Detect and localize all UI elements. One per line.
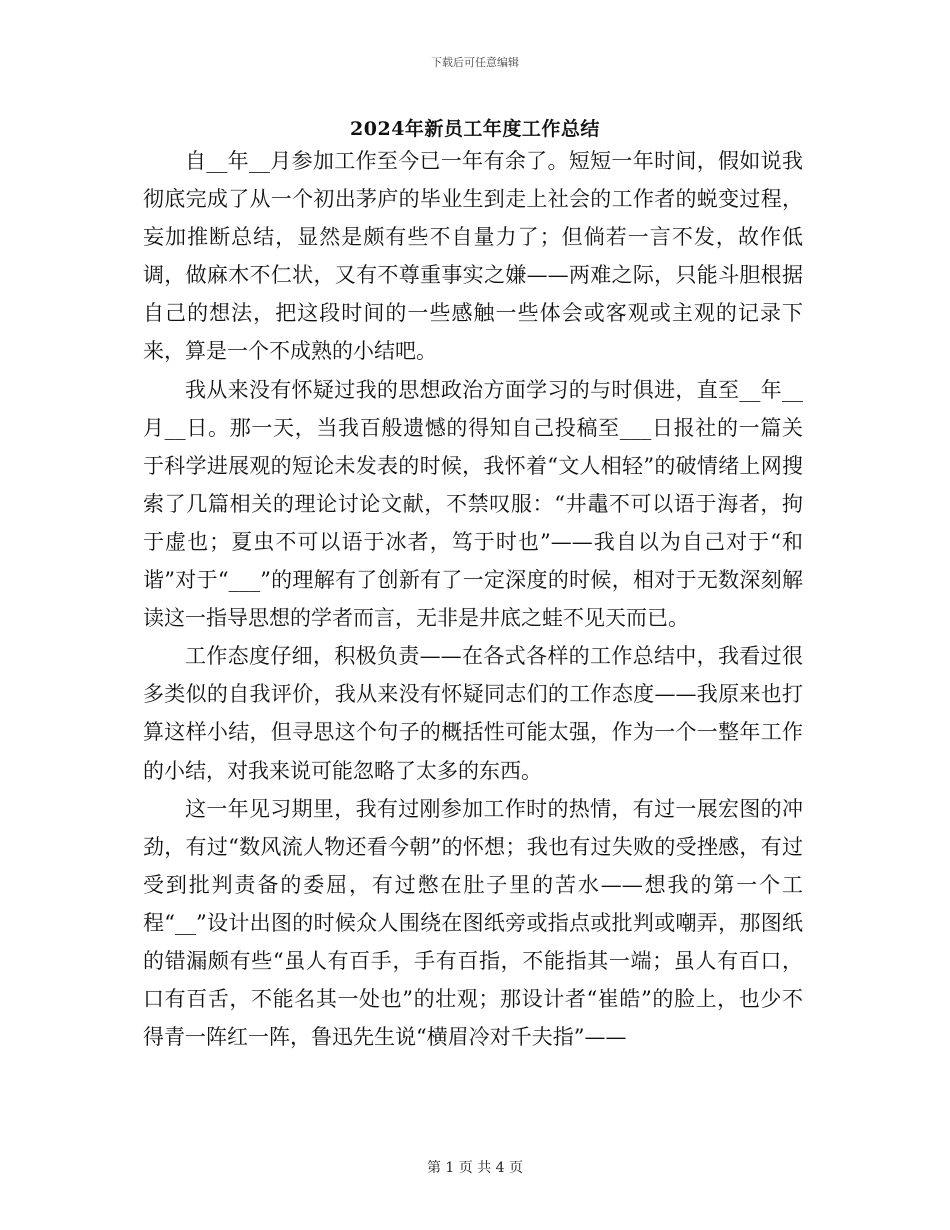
document-body xyxy=(143,142,803,1056)
page-footer: 第 1 页 共 4 页 xyxy=(426,1160,524,1176)
paragraph-1: 自__年__月参加工作至今已一年有余了。短短一年时间，假如说我彻底完成了从一个初出茅庐的毕业生到走上社会的工作者的蜕变过程，妄加推断总结，显然是颇有些不自量力了；但倘若一言不发，故作低调，做麻木不仁状，又有不尊重事实之嫌——两难之际，只能斗胆根据自己的想法，把这段时间的一些感触一些体会或客观或主观的记录下来，算是一个不成熟的小结吧。 xyxy=(143,149,803,364)
header-note: 下载后可任意编辑 xyxy=(431,56,519,69)
paragraph-4: 这一年见习期里，我有过刚参加工作时的热情，有过一展宏图的冲劲，有过“数风流人物还看今朝”的怀想；我也有过失败的受挫感，有过受到批判责备的委屈，有过憋在肚子里的苦水——想我的第一个工程“__”设计出图的时候众人围绕在图纸旁或指点或批判或嘲弄，那图纸的错漏颇有些“虽人有百手，手有百指，不能指其一端；虽人有百口，口有百舌，不能名其一处也”的壮观；那设计者“崔皓”的脸上，也少不得青一阵红一阵，鲁迅先生说“横眉冷对千夫指”—— xyxy=(143,796,803,1050)
document-title: 2024年新员工年度工作总结 xyxy=(350,118,600,140)
paragraph-2: 我从来没有怀疑过我的思想政治方面学习的与时俱进，直至__年__月__日。那一天，当我百般遗憾的得知自己投稿至___日报社的一篇关于科学进展观的短论未发表的时候，我怀着“文人相轻”的破情绪上网搜索了几篇相关的理论讨论文献，不禁叹服：“井鼃不可以语于海者，拘于虚也；夏虫不可以语于冰者，笃于时也”——我自以为自己对于“和谐”对于“___”的理解有了创新有了一定深度的时候，相对于无数深刻解读这一指导思想的学者而言，无非是井底之蛙不见天而已。 xyxy=(143,377,803,631)
paragraph-3: 工作态度仔细，积极负责——在各式各样的工作总结中，我看过很多类似的自我评价，我从来没有怀疑同志们的工作态度——我原来也打算这样小结，但寻思这个句子的概括性可能太强，作为一个一整年工作的小结，对我来说可能忽略了太多的东西。 xyxy=(143,644,803,783)
